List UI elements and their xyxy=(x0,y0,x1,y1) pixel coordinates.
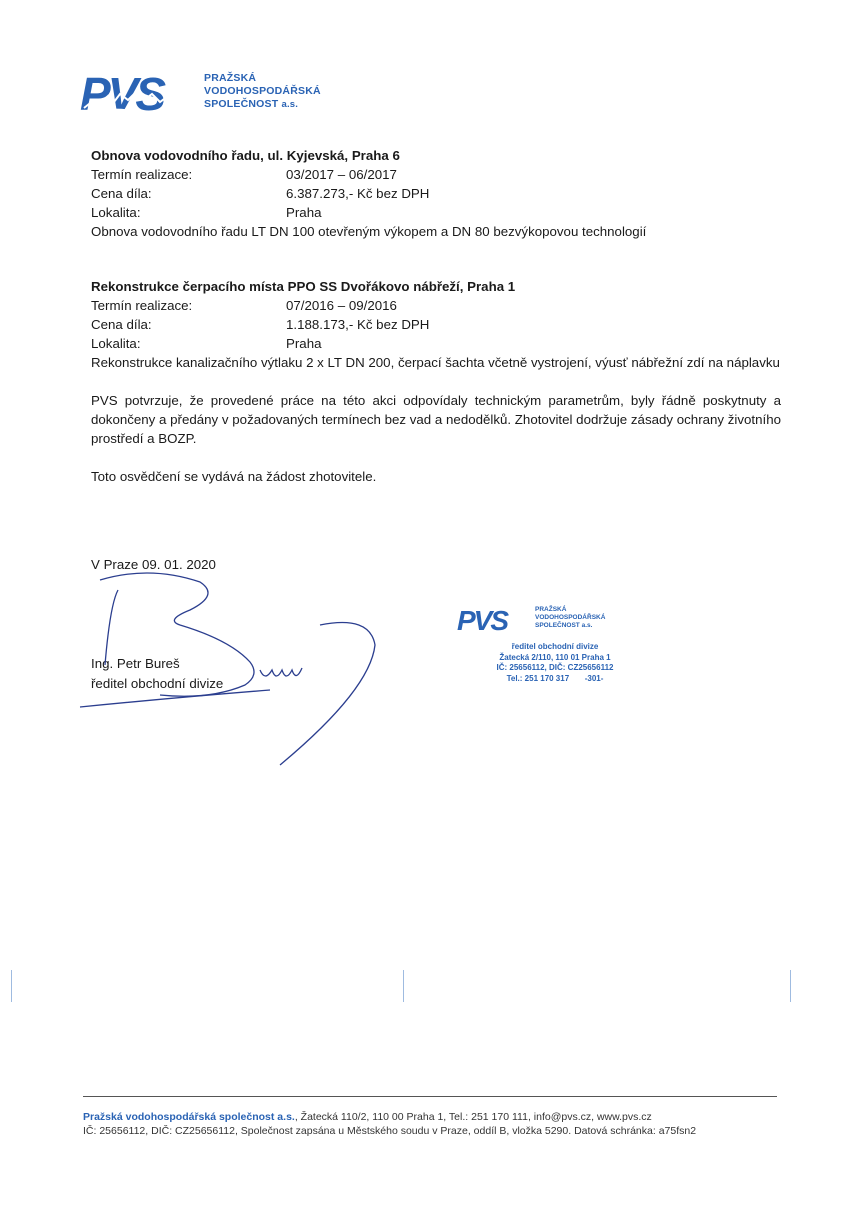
project-title: Rekonstrukce čerpacího místa PPO SS Dvořákovo nábřeží, Praha 1 xyxy=(91,279,516,294)
stamp-line-2: VODOHOSPODÁŘSKÁ xyxy=(535,614,606,621)
project-2 xyxy=(91,277,781,372)
stamp-ext: -301- xyxy=(584,673,604,683)
scan-mark xyxy=(11,970,12,1002)
row-value: 1.188.173,- Kč bez DPH xyxy=(286,317,430,332)
stamp-ids: IČ: 25656112, DIČ: CZ25656112 xyxy=(496,663,614,672)
row-label: Lokalita: xyxy=(91,205,141,220)
row-value: 03/2017 – 06/2017 xyxy=(286,167,397,182)
project-row xyxy=(91,334,781,353)
stamp-company xyxy=(535,606,605,630)
signer-name: Ing. Petr Bureš xyxy=(91,656,180,671)
row-label: Termín realizace: xyxy=(91,298,193,313)
stamp-logo-icon xyxy=(457,606,532,634)
stamp-line-1: PRAŽSKÁ xyxy=(535,606,567,613)
stamp-role: ředitel obchodní divize xyxy=(511,642,599,651)
svg-text:PVS: PVS xyxy=(80,70,164,118)
footer-divider xyxy=(83,1096,777,1097)
row-value: Praha xyxy=(286,336,322,351)
project-title: Obnova vodovodního řadu, ul. Kyjevská, Praha 6 xyxy=(91,148,400,163)
project-description: Rekonstrukce kanalizačního výtlaku 2 x LT DN 200, čerpací šachta včetně vystrojení, výusť nábřežní zdí na náplavku xyxy=(91,355,780,370)
issued-note: Toto osvědčení se vydává na žádost zhotovitele. xyxy=(91,469,377,484)
place-date: V Praze 09. 01. 2020 xyxy=(91,557,216,572)
project-description: Obnova vodovodního řadu LT DN 100 otevřeným výkopem a DN 80 bezvýkopovou technologií xyxy=(91,224,647,239)
company-logo xyxy=(80,70,360,120)
logo-line-1: PRAŽSKÁ xyxy=(204,72,257,84)
logo-text xyxy=(204,72,321,111)
handwritten-signature-icon xyxy=(70,570,400,775)
confirmation-paragraph: PVS potvrzuje, že provedené práce na této akci odpovídaly technickým parametrům, byly řádně poskytnuty a dokončeny a předány v požadovaných termínech bez vad a nedodělků. Zhotovitel dodržuje zásady ochrany životního prostředí a BOZP. xyxy=(91,393,781,446)
project-row xyxy=(91,203,781,222)
stamp-address: Žatecká 2/110, 110 01 Praha 1 xyxy=(499,652,611,662)
row-label: Cena díla: xyxy=(91,186,152,201)
svg-text:PVS: PVS xyxy=(457,606,508,634)
footer xyxy=(83,1110,696,1138)
footer-registration: IČ: 25656112, DIČ: CZ25656112, Společnost zapsána u Městského soudu v Praze, oddíl B, vložka 5290. Datová schránka: a75fsn2 xyxy=(83,1125,697,1137)
row-label: Cena díla: xyxy=(91,317,152,332)
project-1 xyxy=(91,146,781,241)
stamp-details xyxy=(455,642,655,684)
logo-line-3: SPOLEČNOST xyxy=(204,98,279,110)
stamp-line-3: SPOLEČNOST a.s. xyxy=(535,622,593,629)
row-value: 07/2016 – 09/2016 xyxy=(286,298,397,313)
scan-mark xyxy=(403,970,404,1002)
footer-company: Pražská vodohospodářská společnost a.s. xyxy=(83,1111,295,1123)
row-value: 6.387.273,- Kč bez DPH xyxy=(286,186,430,201)
row-label: Lokalita: xyxy=(91,336,141,351)
project-row xyxy=(91,315,781,334)
certificate-body xyxy=(91,146,781,486)
logo-suffix: a.s. xyxy=(281,99,299,110)
signer-role: ředitel obchodní divize xyxy=(91,676,224,691)
footer-contact: , Žatecká 110/2, 110 00 Praha 1, Tel.: 251 170 111, info@pvs.cz, www.pvs.cz xyxy=(294,1111,652,1123)
logo-line-2: VODOHOSPODÁŘSKÁ xyxy=(204,85,321,97)
project-row xyxy=(91,296,781,315)
project-row xyxy=(91,184,781,203)
row-label: Termín realizace: xyxy=(91,167,193,182)
pvs-logo-mark xyxy=(80,70,200,118)
project-row xyxy=(91,165,781,184)
company-stamp xyxy=(455,604,655,694)
scan-mark xyxy=(790,970,791,1002)
row-value: Praha xyxy=(286,205,322,220)
stamp-tel: Tel.: 251 170 317 xyxy=(506,673,570,683)
